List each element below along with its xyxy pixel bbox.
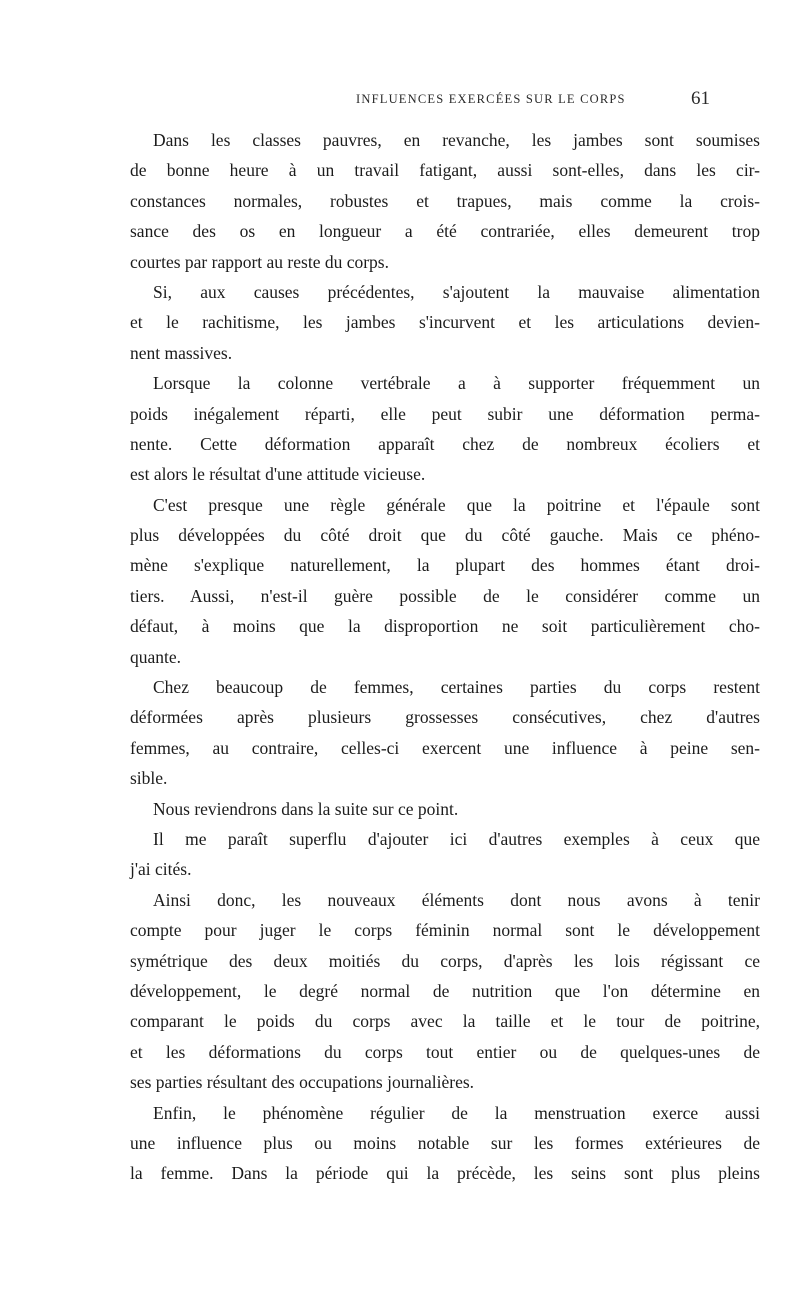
text-line: sible. bbox=[130, 768, 168, 789]
page-number: 61 bbox=[691, 88, 710, 109]
text-line: la femme. Dans la période qui la précède, les seins sont plus pleins bbox=[130, 1163, 760, 1184]
text-line: Si, aux causes précédentes, s'ajoutent la mauvaise alimentation bbox=[153, 281, 760, 302]
running-title: INFLUENCES EXERCÉES SUR LE CORPS bbox=[356, 92, 626, 106]
paragraph bbox=[130, 368, 760, 490]
paragraph bbox=[130, 490, 760, 672]
text-line: quante. bbox=[130, 646, 182, 667]
text-line: symétrique des deux moitiés du corps, d'après les lois régissant ce bbox=[130, 950, 760, 971]
text-line: j'ai cités. bbox=[130, 859, 192, 880]
paragraph bbox=[130, 824, 760, 885]
paragraph bbox=[130, 885, 760, 1098]
text-line: et les déformations du corps tout entier ou de quelques-unes de bbox=[130, 1041, 760, 1062]
text-line: plus développées du côté droit que du côté gauche. Mais ce phéno- bbox=[130, 525, 760, 546]
body-text bbox=[130, 125, 760, 1189]
text-line: Ainsi donc, les nouveaux éléments dont nous avons à tenir bbox=[153, 889, 760, 910]
paragraph bbox=[130, 277, 760, 368]
text-line: Chez beaucoup de femmes, certaines parties du corps restent bbox=[153, 677, 760, 698]
text-line: Dans les classes pauvres, en revanche, les jambes sont soumises bbox=[153, 130, 760, 150]
paragraph bbox=[130, 125, 760, 277]
text-line: Il me paraît superflu d'ajouter ici d'autres exemples à ceux que bbox=[153, 828, 760, 849]
text-line: ses parties résultant des occupations journalières. bbox=[130, 1072, 475, 1093]
text-line: Lorsque la colonne vertébrale a à supporter fréquemment un bbox=[153, 373, 760, 394]
text-line: courtes par rapport au reste du corps. bbox=[130, 251, 389, 272]
text-line: poids inégalement réparti, elle peut subir une déformation perma- bbox=[130, 403, 760, 424]
text-line: tiers. Aussi, n'est-il guère possible de le considérer comme un bbox=[130, 585, 760, 606]
text-line: compte pour juger le corps féminin normal sont le développement bbox=[130, 920, 760, 941]
text-line: défaut, à moins que la disproportion ne soit particulièrement cho- bbox=[130, 616, 760, 637]
text-line: est alors le résultat d'une attitude vicieuse. bbox=[130, 464, 426, 485]
paragraph bbox=[130, 672, 760, 794]
text-line: déformées après plusieurs grossesses consécutives, chez d'autres bbox=[130, 707, 760, 728]
text-line: sance des os en longueur a été contrariée, elles demeurent trop bbox=[130, 221, 760, 242]
text-line: de bonne heure à un travail fatigant, aussi sont-elles, dans les cir- bbox=[130, 160, 760, 181]
text-line: une influence plus ou moins notable sur les formes extérieures de bbox=[130, 1132, 760, 1153]
text-line: nent massives. bbox=[130, 342, 233, 363]
text-line: Enfin, le phénomène régulier de la menstruation exerce aussi bbox=[153, 1102, 760, 1123]
paragraph bbox=[130, 1098, 760, 1189]
paragraph bbox=[130, 794, 760, 824]
text-line: comparant le poids du corps avec la taille et le tour de poitrine, bbox=[130, 1011, 760, 1032]
text-line: nente. Cette déformation apparaît chez de nombreux écoliers et bbox=[130, 433, 760, 454]
text-line: femmes, au contraire, celles-ci exercent une influence à peine sen- bbox=[130, 737, 760, 758]
text-line: et le rachitisme, les jambes s'incurvent et les articulations devien- bbox=[130, 312, 760, 333]
text-line: constances normales, robustes et trapues, mais comme la crois- bbox=[130, 190, 760, 211]
text-line: mène s'explique naturellement, la plupart des hommes étant droi- bbox=[130, 555, 760, 576]
text-line: développement, le degré normal de nutrition que l'on détermine en bbox=[130, 980, 760, 1001]
text-line: Nous reviendrons dans la suite sur ce point. bbox=[153, 798, 459, 819]
text-line: C'est presque une règle générale que la poitrine et l'épaule sont bbox=[153, 494, 760, 515]
